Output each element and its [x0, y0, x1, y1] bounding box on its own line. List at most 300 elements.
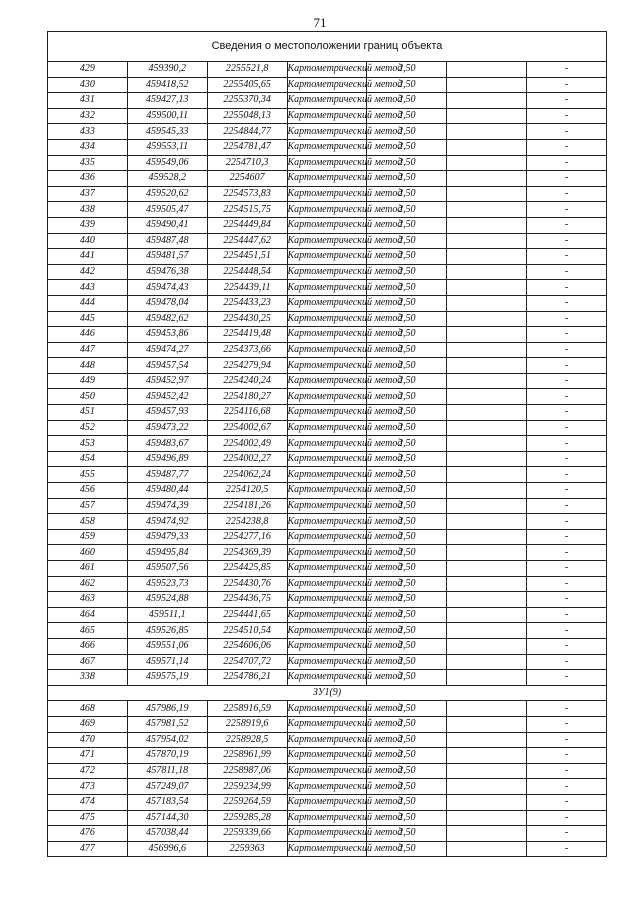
- y-coordinate-cell: 2254515,75: [207, 202, 287, 218]
- dash-cell: -: [527, 748, 607, 764]
- y-coordinate-cell: 2254436,75: [207, 592, 287, 608]
- table-row: [48, 124, 607, 140]
- x-coordinate-cell: 459549,06: [127, 155, 207, 171]
- accuracy-cell: 2,50: [367, 171, 447, 187]
- empty-cell: [447, 763, 527, 779]
- y-coordinate-cell: 2254002,67: [207, 420, 287, 436]
- empty-cell: [447, 420, 527, 436]
- dash-cell: -: [527, 264, 607, 280]
- accuracy-cell: 2,50: [367, 420, 447, 436]
- dash-cell: -: [527, 701, 607, 717]
- accuracy-cell: 2,50: [367, 498, 447, 514]
- x-coordinate-cell: 459452,97: [127, 373, 207, 389]
- empty-cell: [447, 280, 527, 296]
- dash-cell: -: [527, 139, 607, 155]
- x-coordinate-cell: 459571,14: [127, 654, 207, 670]
- empty-cell: [447, 545, 527, 561]
- table-row: [48, 498, 607, 514]
- empty-cell: [447, 592, 527, 608]
- x-coordinate-cell: 459524,88: [127, 592, 207, 608]
- x-coordinate-cell: 459545,33: [127, 124, 207, 140]
- y-coordinate-cell: 2255405,65: [207, 77, 287, 93]
- accuracy-cell: 2,50: [367, 701, 447, 717]
- y-coordinate-cell: 2254181,26: [207, 498, 287, 514]
- x-coordinate-cell: 457249,07: [127, 779, 207, 795]
- method-cell: Картометрический метод: [287, 124, 367, 140]
- accuracy-cell: 2,50: [367, 638, 447, 654]
- method-cell: Картометрический метод: [287, 217, 367, 233]
- y-coordinate-cell: 2254433,23: [207, 295, 287, 311]
- method-cell: Картометрический метод: [287, 327, 367, 343]
- table-row: [48, 249, 607, 265]
- y-coordinate-cell: 2258919,6: [207, 716, 287, 732]
- y-coordinate-cell: 2254279,94: [207, 358, 287, 374]
- dash-cell: -: [527, 607, 607, 623]
- dash-cell: -: [527, 311, 607, 327]
- y-coordinate-cell: 2254419,48: [207, 327, 287, 343]
- x-coordinate-cell: 459427,13: [127, 93, 207, 109]
- accuracy-cell: 2,50: [367, 342, 447, 358]
- table-row: [48, 62, 607, 78]
- method-cell: Картометрический метод: [287, 748, 367, 764]
- dash-cell: -: [527, 638, 607, 654]
- table-row: [48, 748, 607, 764]
- method-cell: Картометрический метод: [287, 186, 367, 202]
- boundary-table: [47, 31, 607, 857]
- dash-cell: -: [527, 108, 607, 124]
- table-row: [48, 732, 607, 748]
- accuracy-cell: 2,50: [367, 217, 447, 233]
- point-number-cell: 444: [48, 295, 128, 311]
- empty-cell: [447, 311, 527, 327]
- x-coordinate-cell: 459457,93: [127, 405, 207, 421]
- x-coordinate-cell: 459473,22: [127, 420, 207, 436]
- dash-cell: -: [527, 529, 607, 545]
- table-row: [48, 654, 607, 670]
- accuracy-cell: 2,50: [367, 576, 447, 592]
- table-row: [48, 186, 607, 202]
- table-row: [48, 171, 607, 187]
- dash-cell: -: [527, 373, 607, 389]
- empty-cell: [447, 233, 527, 249]
- point-number-cell: 473: [48, 779, 128, 795]
- method-cell: Картометрический метод: [287, 420, 367, 436]
- dash-cell: -: [527, 186, 607, 202]
- x-coordinate-cell: 459528,2: [127, 171, 207, 187]
- x-coordinate-cell: 459575,19: [127, 670, 207, 686]
- empty-cell: [447, 561, 527, 577]
- point-number-cell: 461: [48, 561, 128, 577]
- y-coordinate-cell: 2258987,06: [207, 763, 287, 779]
- table-row: [48, 233, 607, 249]
- point-number-cell: 459: [48, 529, 128, 545]
- y-coordinate-cell: 2254277,16: [207, 529, 287, 545]
- point-number-cell: 476: [48, 826, 128, 842]
- empty-cell: [447, 155, 527, 171]
- x-coordinate-cell: 457986,19: [127, 701, 207, 717]
- x-coordinate-cell: 459487,77: [127, 467, 207, 483]
- y-coordinate-cell: 2259234,99: [207, 779, 287, 795]
- method-cell: Картометрический метод: [287, 654, 367, 670]
- empty-cell: [447, 451, 527, 467]
- accuracy-cell: 2,50: [367, 841, 447, 857]
- y-coordinate-cell: 2254451,51: [207, 249, 287, 265]
- y-coordinate-cell: 2255521,8: [207, 62, 287, 78]
- method-cell: Картометрический метод: [287, 467, 367, 483]
- y-coordinate-cell: 2254781,47: [207, 139, 287, 155]
- dash-cell: -: [527, 810, 607, 826]
- dash-cell: -: [527, 280, 607, 296]
- x-coordinate-cell: 459478,04: [127, 295, 207, 311]
- table-row: [48, 77, 607, 93]
- accuracy-cell: 2,50: [367, 716, 447, 732]
- method-cell: Картометрический метод: [287, 233, 367, 249]
- method-cell: Картометрический метод: [287, 202, 367, 218]
- empty-cell: [447, 108, 527, 124]
- dash-cell: -: [527, 763, 607, 779]
- table-row: [48, 623, 607, 639]
- empty-cell: [447, 124, 527, 140]
- accuracy-cell: 2,50: [367, 124, 447, 140]
- accuracy-cell: 2,50: [367, 732, 447, 748]
- method-cell: Картометрический метод: [287, 451, 367, 467]
- method-cell: Картометрический метод: [287, 701, 367, 717]
- method-cell: Картометрический метод: [287, 405, 367, 421]
- method-cell: Картометрический метод: [287, 529, 367, 545]
- y-coordinate-cell: 2254002,49: [207, 436, 287, 452]
- method-cell: Картометрический метод: [287, 436, 367, 452]
- point-number-cell: 437: [48, 186, 128, 202]
- point-number-cell: 457: [48, 498, 128, 514]
- empty-cell: [447, 295, 527, 311]
- x-coordinate-cell: 459505,47: [127, 202, 207, 218]
- x-coordinate-cell: 459487,48: [127, 233, 207, 249]
- table-row: [48, 841, 607, 857]
- section-row: [48, 685, 607, 701]
- x-coordinate-cell: 459474,43: [127, 280, 207, 296]
- x-coordinate-cell: 457183,54: [127, 794, 207, 810]
- dash-cell: -: [527, 498, 607, 514]
- table-row: [48, 373, 607, 389]
- x-coordinate-cell: 459495,84: [127, 545, 207, 561]
- y-coordinate-cell: 2254180,27: [207, 389, 287, 405]
- table-row: [48, 436, 607, 452]
- empty-cell: [447, 217, 527, 233]
- method-cell: Картометрический метод: [287, 576, 367, 592]
- method-cell: Картометрический метод: [287, 311, 367, 327]
- dash-cell: -: [527, 467, 607, 483]
- method-cell: Картометрический метод: [287, 93, 367, 109]
- accuracy-cell: 2,50: [367, 483, 447, 499]
- method-cell: Картометрический метод: [287, 623, 367, 639]
- x-coordinate-cell: 459553,11: [127, 139, 207, 155]
- point-number-cell: 450: [48, 389, 128, 405]
- y-coordinate-cell: 2254449,84: [207, 217, 287, 233]
- dash-cell: -: [527, 405, 607, 421]
- point-number-cell: 475: [48, 810, 128, 826]
- y-coordinate-cell: 2259264,59: [207, 794, 287, 810]
- x-coordinate-cell: 459390,2: [127, 62, 207, 78]
- dash-cell: -: [527, 217, 607, 233]
- x-coordinate-cell: 459483,67: [127, 436, 207, 452]
- x-coordinate-cell: 459490,41: [127, 217, 207, 233]
- x-coordinate-cell: 459496,89: [127, 451, 207, 467]
- y-coordinate-cell: 2258961,99: [207, 748, 287, 764]
- x-coordinate-cell: 459482,62: [127, 311, 207, 327]
- empty-cell: [447, 529, 527, 545]
- y-coordinate-cell: 2254606,06: [207, 638, 287, 654]
- dash-cell: -: [527, 545, 607, 561]
- dash-cell: -: [527, 592, 607, 608]
- y-coordinate-cell: 2254573,83: [207, 186, 287, 202]
- method-cell: Картометрический метод: [287, 841, 367, 857]
- dash-cell: -: [527, 93, 607, 109]
- method-cell: Картометрический метод: [287, 561, 367, 577]
- point-number-cell: 446: [48, 327, 128, 343]
- accuracy-cell: 2,50: [367, 77, 447, 93]
- empty-cell: [447, 779, 527, 795]
- accuracy-cell: 2,50: [367, 670, 447, 686]
- table-row: [48, 592, 607, 608]
- accuracy-cell: 2,50: [367, 405, 447, 421]
- y-coordinate-cell: 2259285,28: [207, 810, 287, 826]
- dash-cell: -: [527, 794, 607, 810]
- method-cell: Картометрический метод: [287, 295, 367, 311]
- table-row: [48, 358, 607, 374]
- x-coordinate-cell: 459474,92: [127, 514, 207, 530]
- x-coordinate-cell: 459526,85: [127, 623, 207, 639]
- accuracy-cell: 2,50: [367, 826, 447, 842]
- y-coordinate-cell: 2254369,39: [207, 545, 287, 561]
- accuracy-cell: 2,50: [367, 561, 447, 577]
- y-coordinate-cell: 2254439,11: [207, 280, 287, 296]
- point-number-cell: 447: [48, 342, 128, 358]
- point-number-cell: 439: [48, 217, 128, 233]
- dash-cell: -: [527, 576, 607, 592]
- method-cell: Картометрический метод: [287, 826, 367, 842]
- accuracy-cell: 2,50: [367, 467, 447, 483]
- accuracy-cell: 2,50: [367, 264, 447, 280]
- point-number-cell: 442: [48, 264, 128, 280]
- dash-cell: -: [527, 295, 607, 311]
- method-cell: Картометрический метод: [287, 483, 367, 499]
- accuracy-cell: 2,50: [367, 249, 447, 265]
- method-cell: Картометрический метод: [287, 280, 367, 296]
- empty-cell: [447, 186, 527, 202]
- method-cell: Картометрический метод: [287, 155, 367, 171]
- table-row: [48, 139, 607, 155]
- method-cell: Картометрический метод: [287, 139, 367, 155]
- table-row: [48, 217, 607, 233]
- method-cell: Картометрический метод: [287, 342, 367, 358]
- accuracy-cell: 2,50: [367, 389, 447, 405]
- method-cell: Картометрический метод: [287, 389, 367, 405]
- dash-cell: -: [527, 342, 607, 358]
- accuracy-cell: 2,50: [367, 373, 447, 389]
- section-label: ЗУ1(9): [48, 685, 607, 701]
- x-coordinate-cell: 457811,18: [127, 763, 207, 779]
- empty-cell: [447, 77, 527, 93]
- accuracy-cell: 2,50: [367, 62, 447, 78]
- dash-cell: -: [527, 389, 607, 405]
- point-number-cell: 435: [48, 155, 128, 171]
- table-row: [48, 280, 607, 296]
- dash-cell: -: [527, 420, 607, 436]
- x-coordinate-cell: 457144,30: [127, 810, 207, 826]
- x-coordinate-cell: 459457,54: [127, 358, 207, 374]
- dash-cell: -: [527, 62, 607, 78]
- method-cell: Картометрический метод: [287, 498, 367, 514]
- table-row: [48, 529, 607, 545]
- y-coordinate-cell: 2254710,3: [207, 155, 287, 171]
- empty-cell: [447, 654, 527, 670]
- y-coordinate-cell: 2254607: [207, 171, 287, 187]
- table-row: [48, 202, 607, 218]
- method-cell: Картометрический метод: [287, 264, 367, 280]
- dash-cell: -: [527, 77, 607, 93]
- dash-cell: -: [527, 716, 607, 732]
- empty-cell: [447, 810, 527, 826]
- x-coordinate-cell: 459500,11: [127, 108, 207, 124]
- x-coordinate-cell: 457038,44: [127, 826, 207, 842]
- empty-cell: [447, 405, 527, 421]
- empty-cell: [447, 576, 527, 592]
- accuracy-cell: 2,50: [367, 794, 447, 810]
- point-number-cell: 454: [48, 451, 128, 467]
- table-title-row: [48, 32, 607, 62]
- empty-cell: [447, 748, 527, 764]
- accuracy-cell: 2,50: [367, 155, 447, 171]
- point-number-cell: 441: [48, 249, 128, 265]
- point-number-cell: 445: [48, 311, 128, 327]
- method-cell: Картометрический метод: [287, 545, 367, 561]
- point-number-cell: 430: [48, 77, 128, 93]
- point-number-cell: 470: [48, 732, 128, 748]
- accuracy-cell: 2,50: [367, 139, 447, 155]
- dash-cell: -: [527, 826, 607, 842]
- point-number-cell: 471: [48, 748, 128, 764]
- method-cell: Картометрический метод: [287, 108, 367, 124]
- empty-cell: [447, 358, 527, 374]
- point-number-cell: 448: [48, 358, 128, 374]
- table-row: [48, 264, 607, 280]
- x-coordinate-cell: 459453,86: [127, 327, 207, 343]
- point-number-cell: 443: [48, 280, 128, 296]
- y-coordinate-cell: 2255048,13: [207, 108, 287, 124]
- table-title: Сведения о местоположении границ объекта: [48, 32, 607, 62]
- x-coordinate-cell: 457954,02: [127, 732, 207, 748]
- accuracy-cell: 2,50: [367, 654, 447, 670]
- method-cell: Картометрический метод: [287, 373, 367, 389]
- table-row: [48, 670, 607, 686]
- table-row: [48, 93, 607, 109]
- point-number-cell: 453: [48, 436, 128, 452]
- table-row: [48, 420, 607, 436]
- empty-cell: [447, 264, 527, 280]
- empty-cell: [447, 389, 527, 405]
- y-coordinate-cell: 2254002,27: [207, 451, 287, 467]
- accuracy-cell: 2,50: [367, 592, 447, 608]
- empty-cell: [447, 732, 527, 748]
- x-coordinate-cell: 459481,57: [127, 249, 207, 265]
- accuracy-cell: 2,50: [367, 186, 447, 202]
- table-row: [48, 638, 607, 654]
- y-coordinate-cell: 2258916,59: [207, 701, 287, 717]
- dash-cell: -: [527, 171, 607, 187]
- x-coordinate-cell: 459479,33: [127, 529, 207, 545]
- method-cell: Картометрический метод: [287, 716, 367, 732]
- empty-cell: [447, 202, 527, 218]
- table-row: [48, 342, 607, 358]
- accuracy-cell: 2,50: [367, 93, 447, 109]
- method-cell: Картометрический метод: [287, 607, 367, 623]
- table-row: [48, 295, 607, 311]
- point-number-cell: 477: [48, 841, 128, 857]
- point-number-cell: 338: [48, 670, 128, 686]
- x-coordinate-cell: 459476,38: [127, 264, 207, 280]
- y-coordinate-cell: 2254062,24: [207, 467, 287, 483]
- x-coordinate-cell: 459418,52: [127, 77, 207, 93]
- y-coordinate-cell: 2254120,5: [207, 483, 287, 499]
- point-number-cell: 467: [48, 654, 128, 670]
- method-cell: Картометрический метод: [287, 763, 367, 779]
- method-cell: Картометрический метод: [287, 794, 367, 810]
- table-row: [48, 763, 607, 779]
- point-number-cell: 472: [48, 763, 128, 779]
- method-cell: Картометрический метод: [287, 732, 367, 748]
- y-coordinate-cell: 2255370,34: [207, 93, 287, 109]
- table-row: [48, 155, 607, 171]
- accuracy-cell: 2,50: [367, 295, 447, 311]
- table-row: [48, 607, 607, 623]
- table-row: [48, 561, 607, 577]
- table-row: [48, 716, 607, 732]
- x-coordinate-cell: 459520,62: [127, 186, 207, 202]
- y-coordinate-cell: 2254373,66: [207, 342, 287, 358]
- point-number-cell: 469: [48, 716, 128, 732]
- accuracy-cell: 2,50: [367, 280, 447, 296]
- table-row: [48, 826, 607, 842]
- empty-cell: [447, 670, 527, 686]
- x-coordinate-cell: 459474,39: [127, 498, 207, 514]
- empty-cell: [447, 93, 527, 109]
- accuracy-cell: 2,50: [367, 514, 447, 530]
- table-row: [48, 794, 607, 810]
- empty-cell: [447, 483, 527, 499]
- dash-cell: -: [527, 514, 607, 530]
- accuracy-cell: 2,50: [367, 763, 447, 779]
- accuracy-cell: 2,50: [367, 311, 447, 327]
- dash-cell: -: [527, 436, 607, 452]
- point-number-cell: 462: [48, 576, 128, 592]
- empty-cell: [447, 327, 527, 343]
- point-number-cell: 429: [48, 62, 128, 78]
- empty-cell: [447, 498, 527, 514]
- x-coordinate-cell: 459511,1: [127, 607, 207, 623]
- empty-cell: [447, 794, 527, 810]
- table-row: [48, 405, 607, 421]
- empty-cell: [447, 249, 527, 265]
- accuracy-cell: 2,50: [367, 358, 447, 374]
- x-coordinate-cell: 459480,44: [127, 483, 207, 499]
- point-number-cell: 440: [48, 233, 128, 249]
- point-number-cell: 433: [48, 124, 128, 140]
- accuracy-cell: 2,50: [367, 327, 447, 343]
- y-coordinate-cell: 2254510,54: [207, 623, 287, 639]
- method-cell: Картометрический метод: [287, 810, 367, 826]
- table-row: [48, 810, 607, 826]
- point-number-cell: 466: [48, 638, 128, 654]
